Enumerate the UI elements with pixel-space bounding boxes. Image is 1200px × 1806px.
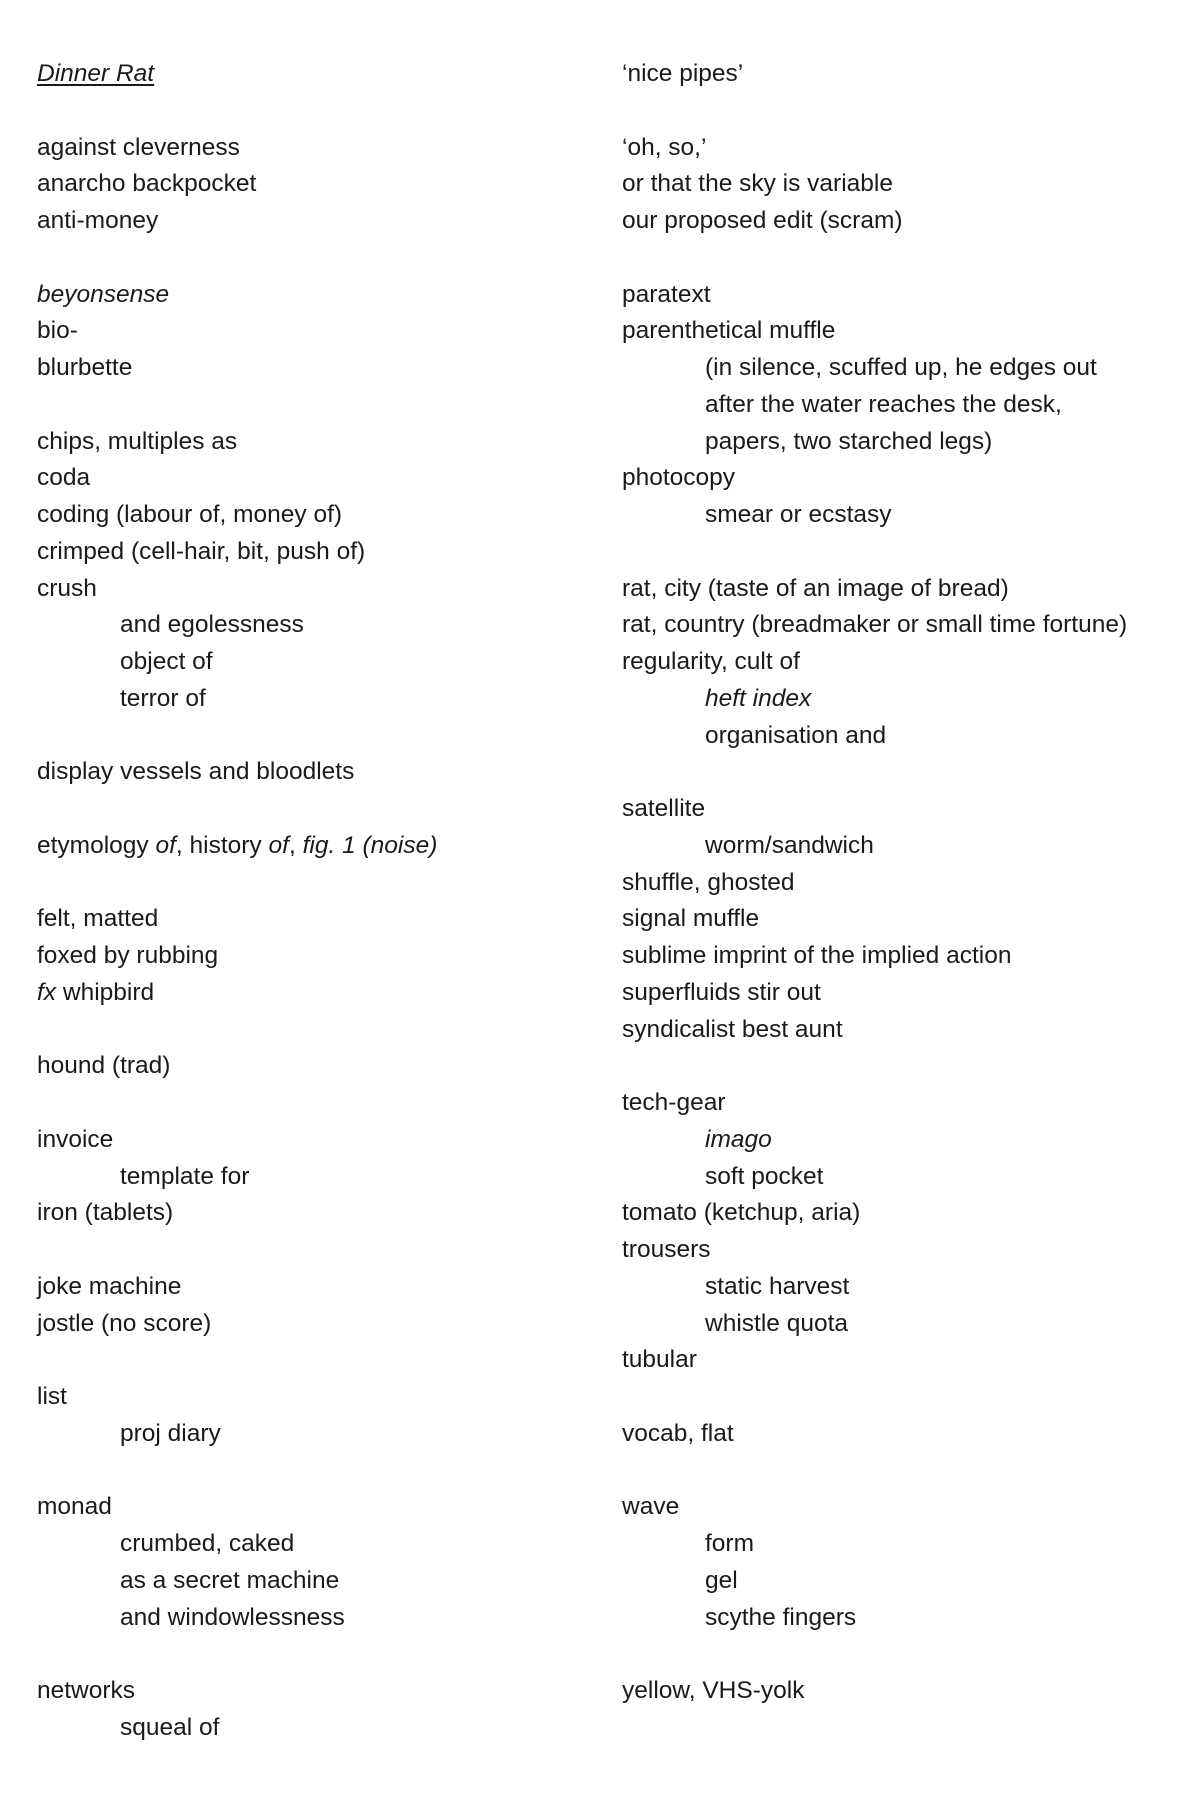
index-entry: iron (tablets)	[37, 1199, 174, 1227]
gap	[37, 791, 577, 828]
index-entry: tech-gear	[622, 1089, 726, 1116]
index-entry: joke machine	[37, 1272, 182, 1300]
index-subentry: as a secret machine	[120, 1566, 340, 1594]
gap	[622, 240, 1182, 277]
index-entry: our proposed edit (scram)	[622, 207, 903, 234]
gap	[37, 1342, 577, 1379]
index-subentry: static harvest	[705, 1272, 850, 1300]
index-entry: syndicalist best aunt	[622, 1015, 843, 1043]
index-subentry: object of	[120, 648, 213, 675]
index-entry: anarcho backpocket	[37, 170, 257, 198]
index-subentry: smear or ecstasy	[705, 501, 892, 528]
index-subentry: organisation and	[705, 721, 887, 749]
text-fragment-italic: fx	[37, 978, 57, 1006]
text-fragment-italic: fig. 1 (noise)	[302, 831, 438, 859]
text-fragment-italic: of	[268, 831, 289, 859]
index-entry: anti-money	[37, 207, 159, 234]
gap	[37, 1085, 577, 1122]
index-entry: crush	[37, 574, 97, 602]
gap	[622, 1048, 1182, 1085]
gap	[37, 718, 577, 755]
gap	[622, 754, 1182, 791]
index-column-right	[622, 56, 1182, 1710]
gap	[37, 1453, 577, 1490]
index-subentry: and egolessness	[120, 611, 304, 639]
gap	[622, 1379, 1182, 1416]
text-fragment-italic: of	[155, 831, 176, 859]
index-entry: or that the sky is variable	[622, 170, 893, 198]
index-column-left	[37, 56, 577, 1747]
index-entry: ‘oh, so,’	[622, 133, 707, 161]
gap	[37, 1232, 577, 1269]
index-entry: superfluids stir out	[622, 978, 821, 1006]
index-entry: networks	[37, 1677, 136, 1704]
index-entry: ‘nice pipes’	[622, 60, 744, 87]
index-subentry: template for	[120, 1162, 250, 1190]
index-entry: blurbette	[37, 354, 133, 381]
gap	[37, 865, 577, 902]
text-fragment: etymology	[37, 831, 156, 859]
index-entry: tubular	[622, 1346, 697, 1374]
index-subentry: crumbed, caked	[120, 1530, 295, 1557]
index-entry: regularity, cult of	[622, 648, 800, 675]
text-fragment: , history	[175, 831, 269, 859]
index-subentry: gel	[705, 1566, 738, 1594]
gap	[37, 387, 577, 424]
index-entry-fx	[37, 975, 577, 1012]
index-entry: monad	[37, 1493, 112, 1521]
index-entry: coding (labour of, money of)	[37, 501, 343, 528]
index-entry: hound (trad)	[37, 1052, 171, 1080]
index-title: Dinner Rat	[37, 60, 155, 87]
index-entry: chips, multiples as	[37, 427, 238, 455]
index-subentry: scythe fingers	[705, 1603, 857, 1631]
gap	[37, 1012, 577, 1049]
gap	[622, 1453, 1182, 1490]
text-fragment: whipbird	[56, 978, 155, 1006]
gap	[622, 93, 1182, 130]
index-entry: vocab, flat	[622, 1419, 734, 1447]
index-subentry: imago	[705, 1125, 772, 1153]
index-entry: sublime imprint of the implied action	[622, 942, 1012, 969]
index-subentry: soft pocket	[705, 1162, 824, 1190]
index-entry: yellow, VHS-yolk	[622, 1677, 805, 1704]
index-subentry: heft index	[705, 684, 812, 712]
gap	[37, 93, 577, 130]
index-entry: rat, country (breadmaker or small time fortune)	[622, 611, 1128, 639]
gap	[37, 240, 577, 277]
index-entry: trousers	[622, 1236, 711, 1263]
index-entry: paratext	[622, 280, 711, 308]
index-subentry: papers, two starched legs)	[705, 427, 993, 455]
index-subentry: whistle quota	[705, 1309, 849, 1337]
index-entry: photocopy	[622, 464, 736, 492]
index-subentry: and windowlessness	[120, 1603, 345, 1631]
index-entry: coda	[37, 464, 91, 492]
index-entry: against cleverness	[37, 133, 240, 161]
index-entry: jostle (no score)	[37, 1309, 212, 1337]
index-subentry: terror of	[120, 684, 206, 712]
index-entry-etymology	[37, 828, 577, 865]
index-subentry: proj diary	[120, 1419, 221, 1447]
index-entry: invoice	[37, 1125, 114, 1153]
index-subentry: form	[705, 1530, 754, 1557]
index-entry: foxed by rubbing	[37, 942, 219, 969]
index-subentry: worm/sandwich	[705, 831, 874, 859]
index-subentry: after the water reaches the desk,	[705, 390, 1062, 418]
index-entry: bio-	[37, 317, 78, 345]
index-entry: parenthetical muffle	[622, 317, 836, 345]
index-entry: wave	[622, 1493, 680, 1521]
index-entry: satellite	[622, 795, 706, 822]
index-entry: rat, city (taste of an image of bread)	[622, 574, 1009, 602]
gap	[37, 1636, 577, 1673]
index-entry: tomato (ketchup, aria)	[622, 1199, 861, 1227]
index-subentry: (in silence, scuffed up, he edges out	[705, 354, 1097, 381]
index-entry: signal muffle	[622, 905, 760, 933]
index-entry: shuffle, ghosted	[622, 868, 795, 896]
index-entry: display vessels and bloodlets	[37, 758, 355, 786]
index-entry: crimped (cell-hair, bit, push of)	[37, 537, 366, 565]
index-subentry: squeal of	[120, 1713, 220, 1741]
gap	[622, 1636, 1182, 1673]
index-entry: list	[37, 1383, 67, 1410]
index-entry: beyonsense	[37, 280, 170, 308]
index-entry: felt, matted	[37, 905, 159, 933]
gap	[622, 534, 1182, 571]
text-fragment: ,	[288, 831, 303, 859]
